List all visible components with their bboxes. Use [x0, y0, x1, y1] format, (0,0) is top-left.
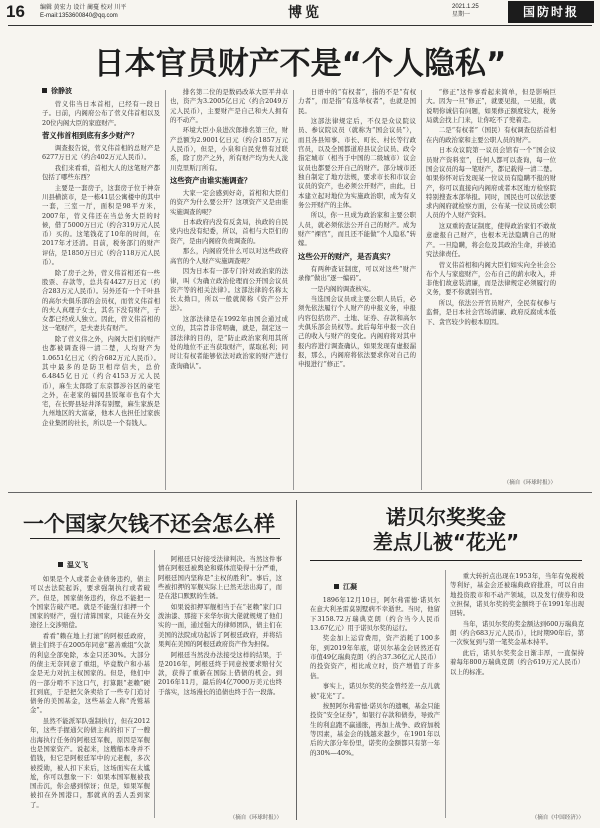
article2-headline: 一个国家欠钱不还会怎么样 — [23, 512, 275, 536]
article3-source-note: （摘自《中国经济》） — [531, 815, 584, 821]
paragraph: 排名第二位的是数码改革大臣平井卓也，资产为3.2005亿日元（约合2049万元人民币），主要财产是自己和夫人拥有的不动产。 — [170, 88, 288, 124]
article1-column-4 — [426, 88, 556, 477]
headline-underline — [30, 538, 280, 539]
paragraph: 我们来看看，首相大人的这笔财产都包括了哪些东西？ — [42, 163, 160, 182]
masthead-logo: 国防时报 — [508, 1, 594, 23]
byline-author: 温义飞 — [67, 561, 88, 569]
paragraph: 如果说扣押军舰相当于在“老赖”家门口泼油漆、那接下来华尔街大佬就规规了他们实的一面，通过强大的律师团队，债主们在美国的法院成功起诉了阿根廷政府，并将结果判在美国的阿根廷政府资产作为担保。 — [158, 602, 282, 648]
paragraph: 虽然不能派军队强制执行，但在2012年，这些手握通欠的债主真的扣下了一艘出海执行任务的阿根廷军舰，原因是军舰也是国家资产。说起来，这艘船本身并不值钱，但它是阿根廷军中的元老舰，多次被授勋，被人扣下来后，这场面实在太尴尬，你可以想象一下：如果本国军舰被我国击沉，你会感到惊讶；但是，如果军舰被扣在外国港口，那就真的丢人丢到家了。 — [30, 717, 150, 809]
article3-column-2 — [450, 572, 584, 812]
section-title: 博览 — [288, 5, 322, 21]
paragraph: 阿根廷只好接受法律判决。当然这件事情在阿根廷被舆论和媒体渲染得十分严重，阿根廷国内坚称是“主权的胜利”。事后，这些被扣押的军舰实际上已然无法出海了，而是在港口默默的生锈。 — [158, 555, 282, 601]
article1-column-3 — [298, 88, 416, 485]
header-divider — [8, 25, 592, 26]
staff-credits — [40, 4, 126, 20]
article1-column-2 — [170, 88, 288, 485]
paragraph: 重大转折点出现在1953年，当年有免税税等利好，基金会还被瑞典政府批准，可以自由地投资股市和不动产领域，以及发行债券和设立担保，诺贝尔奖的奖金额终于在1991年出现回转。 — [450, 572, 584, 618]
article3-headline — [300, 505, 592, 555]
paragraph: 奖金加上运营费用，资产消耗了100多年，到2019年年底，诺贝尔基金会居然还有市值49亿瑞典克朗（约合37.36亿元人民币）的投资资产，相比成立时，资产增值了许多倍。 — [310, 634, 440, 680]
paragraph: 菅义伟当日本首相，已经有一段日子。日前，内阁府公布了菅义伟首相以及20位内阁大臣的家庭财产。 — [42, 100, 160, 127]
paragraph: 这部法律是在1992年由国会通过成立的，其宗旨非常明确，就是，制定这一部法律的目的，是“防止政治家利用其所处的地位不正当获取财产，谋取私利；同时让有权者能够依法对政治家的财产进行查询确认”。 — [170, 315, 288, 370]
paragraph: 有两种查证制度，可以对这些“财产录像”做出“逐一编码”。 — [298, 264, 416, 282]
paragraph: 日本众议院第一议员会馆有一个“国会议员财产资料室”，任何人都可以查询，每一位国会议员的每一笔财产，都记载得一清二楚。如果你怀对后发现某一位议员有隐瞒不报的财产，你可以直接向内阁府或者本区地方检察院特别搜查本部举报。同时，国民也可以依法要求内阁府就检察方面，公布某一位议员或公职人员的个人财产资料。 — [426, 146, 556, 220]
article2-column-1 — [30, 575, 150, 817]
date-line: 2021.1.25 — [452, 4, 479, 10]
subheading: 菅义伟首相到底有多少财产？ — [42, 130, 139, 140]
paragraph: 阿根廷当然没办法接受这样的结果，于是2016年，阿根廷终于同意按要求赔付欠款，获得了重新在国际上借债的机会。到2016年11月，最后的4亿7000万美元也终于落实，这场漫长的追债也终于告一段落。 — [158, 650, 282, 696]
paragraph: 当选国会议员或主要公职人员后，必须先依法履行个人财产的申报义务，申报内容包括房产、土地、证券、存款和高尔夫俱乐部会员权等。此后每年申报一次自己的收入与财产的变化。内阁府将对其申报内容进行调查确认，如果发现有虚报漏报，那么，内阁府将依法要求你对自己的申报进行“修正”。 — [298, 295, 416, 369]
subheading: 这些公开的财产，是否真实？ — [298, 251, 395, 261]
staff-line: 编辑 黄宏力 设计 蔺蔓 校对 川平 — [40, 5, 127, 11]
paragraph: 调查报告说，菅义伟首相的总财产是6277万日元（约合402万元人民币）。 — [42, 143, 160, 162]
page-number: 16 — [6, 2, 25, 21]
paragraph: 日本政府内没有反贪局，执政的自民党内也没有纪委，所以，首相与大臣们的资产，是由内阁府负责调查的。 — [170, 218, 288, 245]
article1-headline: 日本官员财产不是“个人隐私” — [93, 46, 507, 82]
headline-line: 差点儿被“花光” — [372, 530, 520, 554]
paragraph: 当年，诺贝尔奖的奖金额达到600万瑞典克朗（约合683万元人民币），比时期90年后，第一次恢复到与第一笔奖金基本持平。 — [450, 619, 584, 647]
headline-line: 诺贝尔奖奖金 — [386, 505, 506, 529]
paragraph: 所以，依法公开官员财产，全民有权参与监督，是日本社会官场清廉、政府反腐成本低下、贪官较少的根本原因。 — [426, 299, 556, 326]
paragraph: 1896年12月10日，阿尔弗雷德·诺贝尔在意大利圣雷莫别墅病不幸逝世。当时，他留下3158.72万瑞典克朗（约合当今人民币13.67亿元）用于诺贝尔奖的运行。 — [310, 596, 440, 632]
paragraph: 菅义伟首相和内阁大臣们如实向全社会公布个人与家庭财产，公布自己的薪水收入，并非他们故意装清廉，而是法律规定必须履行的义务，要不你就别当官。 — [426, 260, 556, 297]
paragraph: 主要是一套房子，这套房子位于神奈川县横滨市，是一栋41层公寓楼中的其中一套，三室一厅，面积是98平方米，2007年，菅义伟还在当总务大臣的时候，借了5000万日元（约合319万元人民币）买的。这笔钱花了10年的时间，在2017年才还清。目前，税务部门的财产评估，是1850万日元（约合118万元人民币）。 — [42, 183, 160, 267]
column-divider — [293, 90, 294, 490]
article-divider — [296, 500, 297, 820]
paragraph: “修正”这件事看起来简单，但是影响巨大。因为一旦“修正”，就要见报，一见报，就说明你诚信有问题，如果修正额度较大，税务局就会找上门来，让你吃不了兜着走。 — [426, 88, 556, 124]
column-divider — [154, 550, 155, 818]
paragraph: 如果是个人或者企业债务违约，债主可以去法院起诉，要求强制执行或者破产。但是，国家债务违约，你总不能把一个国家告破产吧。就是不能强行扣押一个国家的财产，强行清算国家，只能在外交途径上交涉赔偿。 — [30, 575, 150, 630]
paragraph: 环境大臣小泉进次郎排名第三位，财产总额为2.9001亿日元（约合1857万元人民币），但是，小泉和自民党曾有过联系，除了房产之外，所有财产均为夫人泷川克里斯汀所有。 — [170, 126, 288, 172]
paragraph: 按照阿尔弗雷德·诺贝尔的遗嘱，基金只能投资“安全证券”，如银行存款和债券，导致产生的利息跑不赢通胀，再加上战争、政府加税等因素，基金会的钱越来越少，在1901年以后的大部分年份里，诺奖的金额都只有第一年的30%—40%。 — [310, 702, 440, 757]
paragraph: 看看“赖在地上打滚”的阿根廷政府，债主们终于在2005年同意“慈善重组”欠款的利息全部免除，本金只还30%。大部分的债主无奈同意了重组，毕竟数户和小基金是无力对抗主权国家的。但是，他们中的一部分啃不下这口气，打算跟“老赖”硬扛到底，于是把欠条卖给了一些专门追讨债务的美国基金，这些基金人称“秃鹫基金”。 — [30, 632, 150, 715]
paragraph: 除了菅义伟之外，内阁大臣们的财产也都被调查得一清二楚，人均财产为1.0651亿日元（约合682万元人民币）。其中最多的是防卫相岸信夫，总价6.4845亿日元（约合4153万元人民币），麻生太郎除了东京都涉谷区的豪宅之外，在老家的福冈县饭塚市也有个大宅，在长野县轻井泽有别墅，麻生家族是九州地区的大富豪，他本人也担任过家族企业集团的社长，所以是一个有钱人。 — [42, 335, 160, 427]
paragraph: 日语中的“有权者”，指的不是“有权力者”，而是指“有选举权者”，也就是国民。 — [298, 88, 416, 115]
paragraph: 此后，诺贝尔奖奖金日渐丰厚，一直保持着每年800万瑞典克朗（约合619万元人民币）以上的标准。 — [450, 648, 584, 676]
article2-column-2 — [158, 555, 282, 813]
paragraph: 除了房子之外，菅义伟首相还有一些股票、存款等，总共有4427万日元（约合283万元人民币）。另外还有一个千叶县的高尔夫俱乐部的会员权，而菅义伟首相的夫人真理子女士，其名下没有财产，子女都已经成人独立。因此，菅义伟首相的这一笔财产，是夫妻共有财产。 — [42, 268, 160, 333]
subheading: 这些资产由谁实施调查？ — [170, 175, 252, 185]
column-divider — [445, 570, 446, 818]
headline-underline — [310, 560, 582, 561]
byline-marker-icon — [58, 562, 63, 567]
article3-column-1 — [310, 596, 440, 818]
column-divider — [421, 90, 422, 490]
staff-email: E-mail:1353600840@qq.com — [40, 13, 118, 19]
paragraph: 那么，内阁府凭什么可以对这些政府高官的个人财产实施调查呢？ — [170, 247, 288, 265]
article3-byline — [334, 582, 357, 592]
article1-byline — [42, 86, 72, 96]
column-divider — [165, 90, 166, 490]
paragraph: 大家一定会感到好奇，首相和大臣们的资产为什么要公开？这项资产又是由谁实施调查的呢？ — [170, 188, 288, 216]
byline-author: 江凝 — [343, 583, 357, 591]
byline-marker-icon — [334, 584, 339, 589]
article1-column-1 — [42, 100, 160, 485]
paragraph: 一是内阁的调查核实。 — [310, 284, 375, 293]
paragraph: 因为日本有一部专门针对政治家的法律，叫《为确立政治伦理而公开国会议员资产等的相关法律》。这部法律的名称太长太拗口，所以一般就简称《资产公开法》。 — [170, 267, 288, 313]
article2-byline — [58, 560, 88, 570]
paragraph: 这双重的查证制度，使得政治家们不敢故意虚报自己财产，也根本无法隐瞒自己的财产。一旦隐瞒，将会危及其政治生命，并被追究法律责任。 — [426, 222, 556, 258]
article1-source-note: （摘自《环球时报》） — [503, 480, 556, 486]
paragraph: 所以，你一旦成为政治家和主要公职人员，就必须依法公开自己的财产。成为财产“裸官”，而且还不能做“个人隐私”转嫁。 — [298, 211, 416, 248]
paragraph: 这部法律规定后，不仅是众议院议员、参议院议员（就称为“国会议员”），而且各县知事、市长、町长、村长等行政官员，以及全国都道府县议会议员、政令指定城市（相当于中国的二级城市）议会议员也都要公开自己的财产。部分城市还独自制定了地方法规，要求市长和市议会议员的资产，也必须公开财产，由此，日本建立起对地位为实施政治职，成为有义务公开财产的主体。 — [298, 117, 416, 209]
byline-author: 徐静波 — [51, 87, 72, 95]
article2-source-note: （摘自《环球时报》） — [229, 815, 282, 821]
article-divider — [8, 492, 592, 493]
paragraph: 事实上，诺贝尔奖的奖金曾经差一点儿就被“花光”了。 — [310, 682, 440, 700]
weekday-line: 星期一 — [452, 12, 471, 18]
paragraph: 二是“有权者”（国民）有权调查包括首相在内的政治家和主要公职人员的财产。 — [426, 126, 556, 144]
byline-marker-icon — [42, 88, 47, 93]
issue-date — [452, 3, 479, 19]
